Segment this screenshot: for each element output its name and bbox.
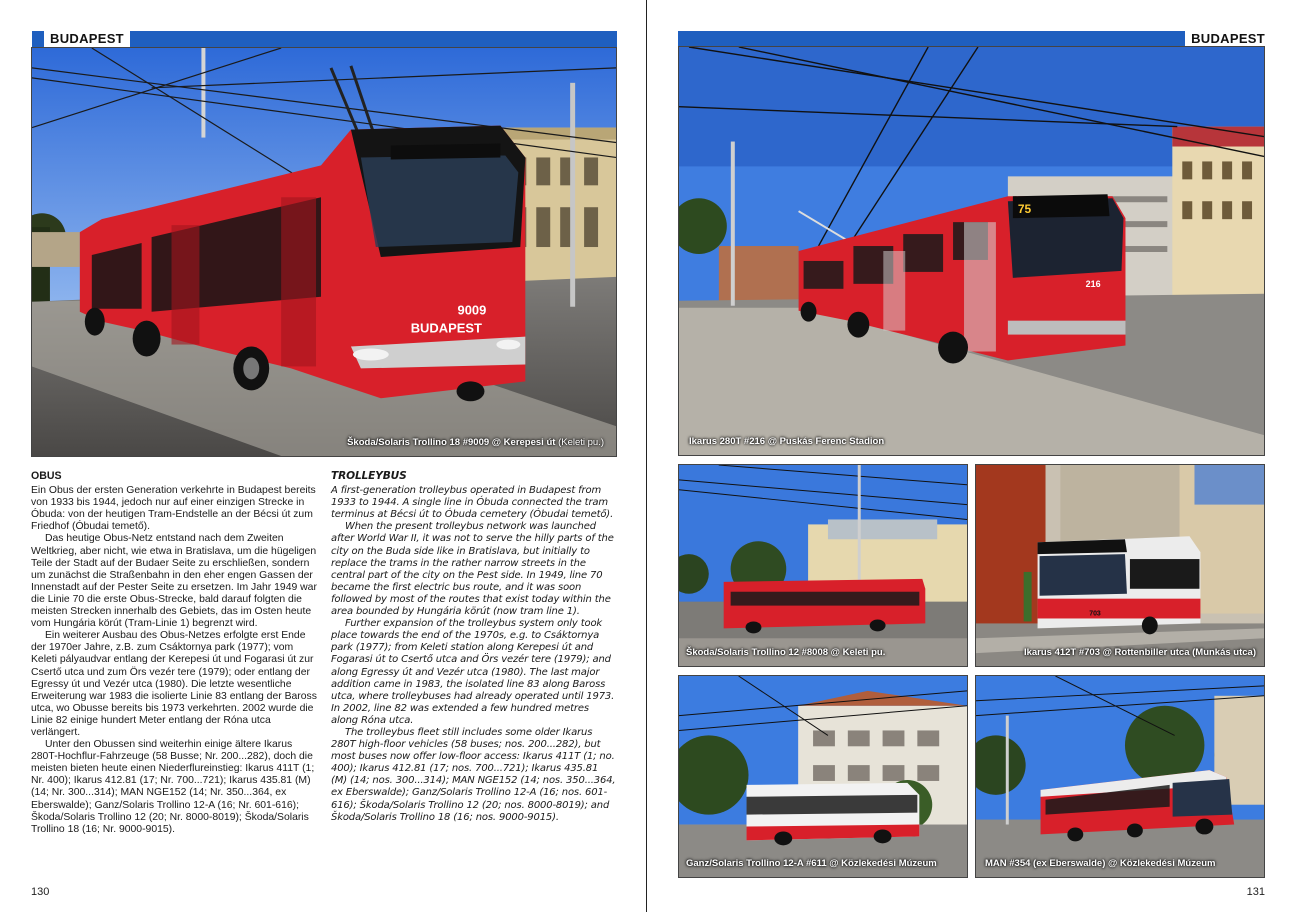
- photo-ikarus-412t: [975, 464, 1265, 667]
- photo-man-354: [975, 675, 1265, 878]
- german-text-column: [31, 470, 317, 836]
- page-number: 130: [31, 886, 50, 898]
- bus-fleet-number: 9009: [457, 302, 487, 318]
- bus-livery-text: BUDAPEST: [410, 320, 482, 336]
- german-paragraph: Ein Obus der ersten Generation verkehrte in Budapest bereits von 1933 bis 1944, jedoch nur auf einer einzigen Strecke in Óbuda: von der heutigen Tram-Endstelle an der Bécsi út zum Friedhof (Óbudai temető).: [31, 485, 316, 533]
- photo-trollino-18: [31, 47, 617, 457]
- photo-trollino-12: [678, 464, 968, 667]
- german-paragraph: Das heutige Obus-Netz entstand nach dem Zweiten Weltkrieg, aber nicht, wie etwa in Bratislava, um die hügeligen Teile der Stadt auf der Budaer Seite zu erschließen, sondern um zunächst die Straßenbahn in den eher engen Gassen der Innenstadt auf der Pester Seite zu ersetzen. Im Jahr 1949 war die Linie 70 die erste Obus-Strecke, bald darauf folgten die meisten Strecken innerhalb des Gebiets, das im Osten heute vom Hungária körút (Tram-Linie 1) begrenzt wird.: [31, 533, 317, 630]
- photo-trollino-18-image: [32, 48, 616, 456]
- photo-trollino-12a: [678, 675, 968, 878]
- photo-caption-main: Škoda/Solaris Trollino 18 #9009 @ Kerepesi út: [347, 437, 556, 448]
- photo-caption: Škoda/Solaris Trollino 12 #8008 @ Keleti pu.: [686, 647, 886, 658]
- photo-ikarus-280t: [678, 46, 1265, 456]
- header-bar: [678, 31, 1265, 47]
- english-paragraph: When the present trolleybus network was launched after World War II, it was not to serve the hilly parts of the city on the Buda side like in Bratislava, but initially to replace the trams in the rather narrow streets in the central part of the city on the Pest side. In 1949, line 70 became the first electric bus route, and it was soon followed by most of the routes that exist today within the area bounded by Hungária körút (now tram line 1).: [331, 521, 614, 618]
- header-city-tag: BUDAPEST: [1185, 31, 1271, 47]
- photo-ikarus-412t-image: [976, 465, 1264, 666]
- photo-trollino-12-image: [679, 465, 967, 666]
- english-heading: TROLLEYBUS: [331, 470, 407, 482]
- photo-caption-suffix: (Keleti pu.): [558, 437, 604, 448]
- page-number: 131: [1246, 886, 1265, 898]
- english-paragraph: Further expansion of the trolleybus system only took place towards the end of the 1970s, e.g. to Csáktornya park (1977); from Keleti station along Kerepesi út and Fogarasi út to Csertő utca and Örs vezér tere (1979); and along Egressy út and Vezér utca (1980). The last major addition came in 1983, the isolated line 83 along Baross utca, where trolleybuses had already operated until 1973. In 2002, line 82 was extended a few hundred metres along Róna utca.: [331, 618, 615, 726]
- header-city-tag: BUDAPEST: [44, 31, 130, 47]
- photo-caption: [347, 437, 604, 448]
- english-paragraph: A first-generation trolleybus operated in Budapest from 1933 to 1944. A single line in Óbuda connected the tram terminus at Bécsi út to Óbuda cemetery (Óbudai temető).: [331, 485, 614, 521]
- photo-ikarus-280t-image: [679, 47, 1264, 455]
- photo-caption: Ikarus 280T #216 @ Puskás Ferenc Stadion: [689, 436, 885, 447]
- bus-fleet-number: 216: [1085, 278, 1101, 289]
- bus-destination-number: 75: [1017, 202, 1032, 217]
- right-page: [648, 0, 1294, 912]
- photo-caption: Ikarus 412T #703 @ Rottenbiller utca (Munkás utca): [1023, 647, 1256, 658]
- photo-caption: MAN #354 (ex Eberswalde) @ Közlekedési Múzeum: [985, 858, 1216, 869]
- photo-man-354-image: [976, 676, 1264, 877]
- bus-fleet-number: 703: [1089, 610, 1101, 618]
- german-heading: OBUS: [31, 470, 62, 482]
- photo-caption: Ganz/Solaris Trollino 12-A #611 @ Közlekedési Múzeum: [686, 858, 937, 869]
- english-text-column: [331, 470, 617, 824]
- photo-trollino-12a-image: [679, 676, 967, 877]
- english-paragraph: The trolleybus fleet still includes some older Ikarus 280T high-floor vehicles (58 buses; nos. 200...282), but most buses now offer low-floor access: Ikarus 411T (1; no. 400); Ikarus 412.81 (17; nos. 700...721); Ikarus 435.81 (M) (14; nos. 300...314); MAN NGE152 (14; nos. 350...364, ex Eberswalde); Ganz/Solaris Trollino 12-A (16; nos. 601-616); Škoda/Solaris Trollino 12 (20; nos. 8000-8019); and Škoda/Solaris Trollino 18 (16; nos. 9000-9015).: [331, 726, 616, 823]
- german-paragraph: Ein weiterer Ausbau des Obus-Netzes erfolgte erst Ende der 1970er Jahre, z.B. zum Csáktornya park (1977); vom Keleti pályaudvar entlang der Kerepesi út und Fogarasi út zur Csertő utca und zum Örs vezér tere (1979); oder entlang der Egressy út und Vezér utca (1980). Die letzte wesentliche Erweiterung war 1983 die isolierte Linie 83 entlang der Baross utca, wo Obusse bereits bis 1973 verkehrten. 2002 wurde die Linie 82 einige hundert Meter entlang der Róna utca verlängert.: [31, 630, 317, 738]
- german-paragraph: Unter den Obussen sind weiterhin einige ältere Ikarus 280T-Hochflur-Fahrzeuge (58 Busse; Nr. 200...282), doch die meisten bieten heute einen Niederflureinstieg: Ikarus 411T (1; Nr. 400); Ikarus 412.81 (17; Nr. 700...721); Ikarus 435.81 (M) (14; Nr. 300...314); MAN NGE152 (14; Nr. 350...364, ex Eberswalde); Ganz/Solaris Trollino 12-A (16; Nr. 601-616); Škoda/Solaris Trollino 12 (20; Nr. 8000-8019); Škoda/Solaris Trollino 18 (16; Nr. 9000-9015).: [31, 739, 315, 835]
